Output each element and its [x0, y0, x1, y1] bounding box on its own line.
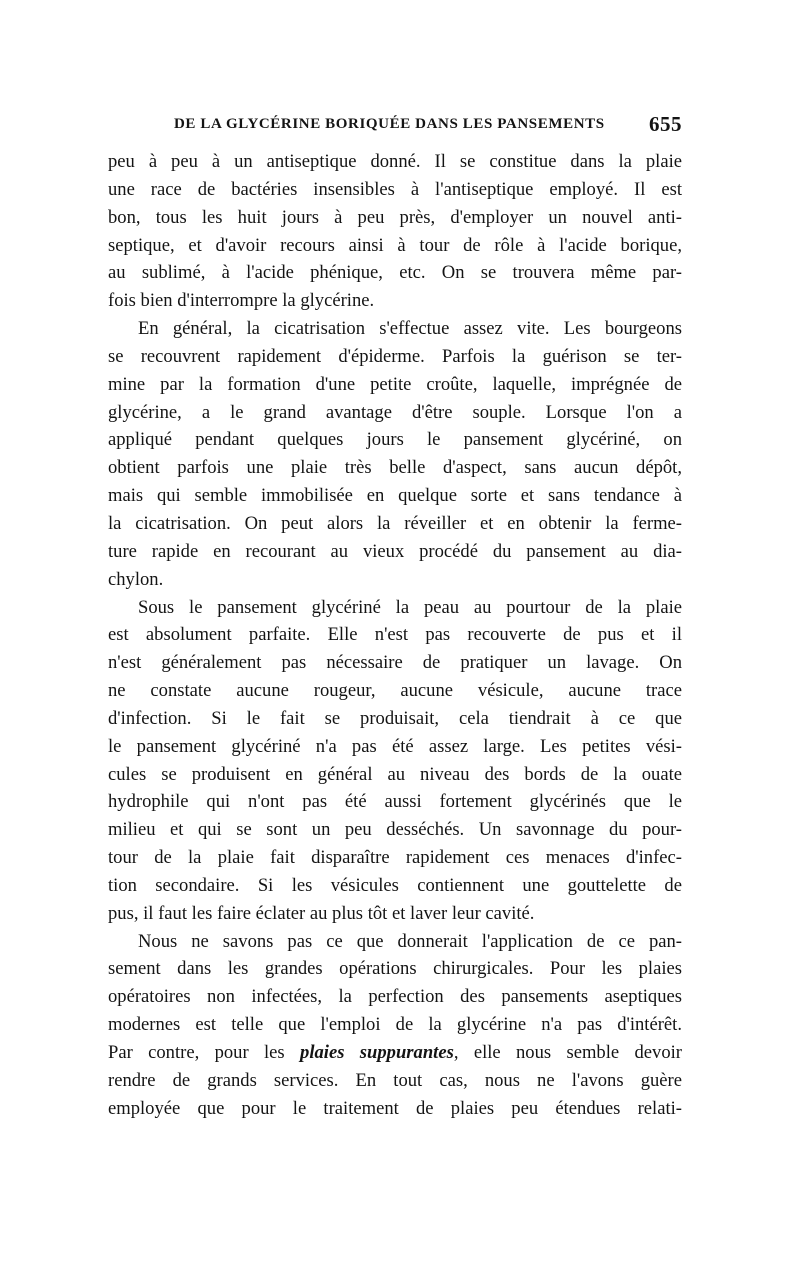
paragraph-4: [108, 928, 682, 1123]
text-line: milieu et qui se sont un peu desséchés. Un savonnage du pour-: [108, 819, 682, 841]
text-line: bon, tous les huit jours à peu près, d'employer un nouvel anti-: [108, 206, 682, 228]
text-line: chylon.: [108, 568, 164, 590]
text-line: une race de bactéries insensibles à l'antiseptique employé. Il est: [108, 178, 682, 200]
text-line: obtient parfois une plaie très belle d'aspect, sans aucun dépôt,: [108, 457, 682, 479]
text-line: se recouvrent rapidement d'épiderme. Parfois la guérison se ter-: [108, 345, 682, 367]
text-line: ne constate aucune rougeur, aucune vésicule, aucune trace: [108, 680, 682, 702]
page-number: 655: [649, 112, 682, 136]
text-line: modernes est telle que l'emploi de la glycérine n'a pas d'intérêt.: [108, 1014, 682, 1036]
paragraph-2: [108, 315, 682, 593]
text-line: cules se produisent en général au niveau des bords de la ouate: [108, 763, 682, 785]
text-line: peu à peu à un antiseptique donné. Il se constitue dans la plaie: [108, 151, 682, 172]
italic-emphasis: plaies suppurantes: [300, 1042, 454, 1063]
text-line: employée que pour le traitement de plaies peu étendues relati-: [108, 1097, 682, 1119]
text-line-with-emphasis: [108, 1039, 682, 1067]
text-line: appliqué pendant quelques jours le pansement glycériné, on: [108, 429, 682, 451]
text-line: pus, il faut les faire éclater au plus tôt et laver leur cavité.: [108, 902, 535, 924]
running-title: DE LA GLYCÉRINE BORIQUÉE DANS LES PANSEMENTS: [174, 116, 605, 132]
text-line: mine par la formation d'une petite croûte, laquelle, imprégnée de: [108, 373, 682, 395]
paragraph-3: [108, 594, 682, 928]
text-line: la cicatrisation. On peut alors la réveiller et en obtenir la ferme-: [108, 512, 682, 534]
text-line: tion secondaire. Si les vésicules contiennent une gouttelette de: [108, 874, 682, 896]
text-line: Sous le pansement glycériné la peau au pourtour de la plaie: [138, 596, 682, 618]
text-line: mais qui semble immobilisée en quelque sorte et sans tendance à: [108, 485, 682, 507]
text-line: tour de la plaie fait disparaître rapidement ces menaces d'infec-: [108, 847, 682, 869]
text-line: fois bien d'interrompre la glycérine.: [108, 290, 375, 312]
text-line: En général, la cicatrisation s'effectue assez vite. Les bourgeons: [138, 318, 682, 340]
running-header: [108, 112, 682, 142]
text-line: sement dans les grandes opérations chirurgicales. Pour les plaies: [108, 958, 682, 980]
text-line: au sublimé, à l'acide phénique, etc. On se trouvera même par-: [108, 262, 682, 284]
text-line: le pansement glycériné n'a pas été assez large. Les petites vési-: [108, 735, 682, 757]
text-fragment: Par contre, pour les: [108, 1042, 301, 1063]
text-line: n'est généralement pas nécessaire de pratiquer un lavage. On: [108, 652, 682, 674]
paragraph-1: [108, 148, 682, 315]
text-line: rendre de grands services. En tout cas, nous ne l'avons guère: [108, 1069, 682, 1091]
text-line: Nous ne savons pas ce que donnerait l'application de ce pan-: [138, 930, 682, 952]
text-line: est absolument parfaite. Elle n'est pas recouverte de pus et il: [108, 624, 682, 646]
text-line: glycérine, a le grand avantage d'être souple. Lorsque l'on a: [108, 401, 682, 423]
text-line: d'infection. Si le fait se produisait, cela tiendrait à ce que: [108, 707, 682, 729]
text-line: septique, et d'avoir recours ainsi à tour de rôle à l'acide borique,: [108, 234, 682, 256]
text-line: ture rapide en recourant au vieux procédé du pansement au dia-: [108, 540, 682, 562]
text-line: hydrophile qui n'ont pas été aussi fortement glycérinés que le: [108, 791, 682, 813]
book-page: [108, 112, 682, 1123]
text-line: opératoires non infectées, la perfection des pansements aseptiques: [108, 986, 682, 1008]
text-fragment: , elle nous semble devoir: [453, 1042, 682, 1063]
